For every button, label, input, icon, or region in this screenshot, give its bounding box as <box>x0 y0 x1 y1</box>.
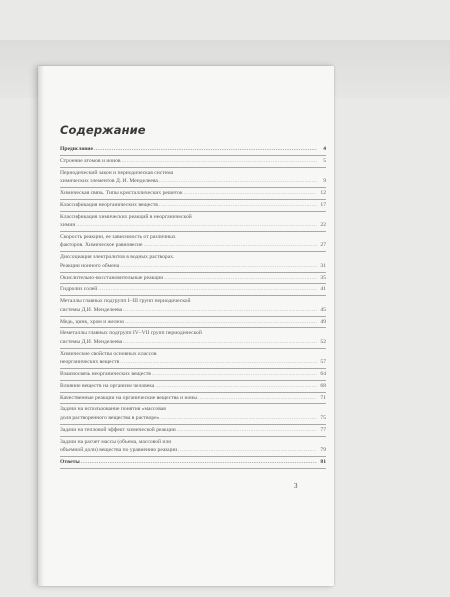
dot-leader <box>164 274 317 283</box>
toc-entry <box>60 348 326 368</box>
toc-entry-row <box>60 177 326 186</box>
toc-entry-row <box>60 414 326 423</box>
toc-entry <box>60 251 326 271</box>
toc-entry-text: Влияние веществ на организм человека <box>60 382 155 389</box>
toc-entry <box>60 283 326 295</box>
toc-entry <box>60 211 326 231</box>
dot-leader <box>152 370 317 379</box>
toc-page-number: 5 <box>323 157 326 164</box>
toc-page-number: 22 <box>320 222 326 229</box>
toc-entry-row <box>60 274 326 283</box>
dot-leader <box>123 306 317 315</box>
toc-entry-text: Классификация неорганических веществ <box>60 201 158 208</box>
toc-entry-text: Гидролиз солей <box>60 286 98 293</box>
toc-page-number: 64 <box>320 371 326 378</box>
toc-entry-row <box>60 370 326 379</box>
dot-leader <box>198 394 317 403</box>
toc-entry-text: Периодический закон и периодическая система <box>60 169 174 176</box>
toc-entry-text: факторов. Химическое равновесие <box>60 242 143 249</box>
toc-entry-text: неорганических веществ <box>60 359 120 366</box>
dot-leader <box>122 157 317 166</box>
dot-leader <box>184 189 317 198</box>
toc-entry <box>60 456 326 469</box>
toc-entry-text: Реакции ионного обмена <box>60 262 120 269</box>
toc-entry-text: доля растворенного вещества в растворе» <box>60 415 160 422</box>
dot-leader <box>160 414 317 423</box>
toc-entry-text: Диссоциация электролитов в водных растворах. <box>60 254 175 261</box>
toc-entry-row <box>60 221 326 230</box>
toc-entry-row <box>60 446 326 455</box>
toc-entry-row <box>60 201 326 210</box>
toc-page-number: 81 <box>320 458 326 465</box>
toc-page-number: 35 <box>320 274 326 281</box>
page-binding-shadow <box>38 66 44 586</box>
toc-entry-text: химии <box>60 222 76 229</box>
toc-page-number: 27 <box>320 242 326 249</box>
toc-entry <box>60 144 326 155</box>
toc-page-number: 4 <box>323 146 326 152</box>
toc-entry <box>60 424 326 436</box>
toc-page-number: 68 <box>320 382 326 389</box>
dot-leader <box>94 145 317 154</box>
toc-page-number: 71 <box>320 394 326 401</box>
toc-page-number: 75 <box>320 415 326 422</box>
toc-entry-text: Химическая связь. Типы кристаллических решеток <box>60 189 183 196</box>
toc-page-number: 77 <box>320 426 326 433</box>
toc-entry-row <box>60 145 326 154</box>
toc-entry-text: Предисловие <box>60 146 93 152</box>
dot-leader <box>178 446 317 455</box>
dot-leader <box>98 285 317 294</box>
toc-entry-text: Неметаллы главных подгрупп IV–VII групп периодической <box>60 330 202 337</box>
toc-page-number: 57 <box>320 359 326 366</box>
toc-entry-text: Окислительно-восстановительные реакции <box>60 274 164 281</box>
toc-entry-text: Скорость реакции, ее зависимость от различных <box>60 233 176 240</box>
dot-leader <box>81 458 317 467</box>
toc-entry <box>60 272 326 284</box>
toc-entry-row <box>60 285 326 294</box>
dot-leader <box>177 426 317 435</box>
toc-page-number: 41 <box>320 286 326 293</box>
toc-entry-row <box>60 241 326 250</box>
toc-page-number: 31 <box>320 262 326 269</box>
page-title: Содержание <box>60 123 146 137</box>
toc-entry <box>60 368 326 380</box>
toc-entry-text: объемной доли) вещества по уравнению реакции <box>60 447 178 454</box>
book-page <box>38 66 334 586</box>
page-number: 3 <box>294 482 298 490</box>
toc-entry-row <box>60 426 326 435</box>
toc-entry-text: Качественные реакции на органические вещества и ионы <box>60 394 197 401</box>
toc-entry <box>60 327 326 347</box>
toc-entry-text: системы Д.И. Менделеева <box>60 306 123 313</box>
toc-entry-text: Задачи на использование понятия «массовая <box>60 406 166 413</box>
toc-entry <box>60 295 326 315</box>
toc-entry-text: Классификация химических реакций в неорганической <box>60 213 192 220</box>
dot-leader <box>120 358 317 367</box>
dot-leader <box>125 318 317 327</box>
toc-entry-text: Задачи на тепловой эффект химической реакции <box>60 426 176 433</box>
toc-page-number: 49 <box>320 318 326 325</box>
toc-page-number: 9 <box>323 178 326 185</box>
toc-entry-row <box>60 338 326 347</box>
toc-page-number: 45 <box>320 306 326 313</box>
toc-entry <box>60 167 326 187</box>
toc-page-number: 12 <box>320 189 326 196</box>
toc-entry <box>60 187 326 199</box>
toc-entry-text: Ответы <box>60 458 80 465</box>
toc-entry-row <box>60 318 326 327</box>
toc-entry-row <box>60 306 326 315</box>
toc-entry-row <box>60 394 326 403</box>
toc-entry-text: Задачи на расчет массы (объема, массовой или <box>60 438 172 445</box>
toc-entry <box>60 403 326 423</box>
toc-entry-text: Металлы главных подгрупп I–III групп периодической <box>60 298 191 305</box>
toc-entry-row <box>60 358 326 367</box>
toc-page-number: 17 <box>320 201 326 208</box>
toc-entry <box>60 316 326 328</box>
toc-entry-text: химических элементов Д. И. Менделеева <box>60 178 158 185</box>
toc-entry-text: Медь, цинк, хром и железо <box>60 318 125 325</box>
toc-entry-text: Строение атомов и ионов <box>60 157 121 164</box>
dot-leader <box>144 241 317 250</box>
dot-leader <box>120 262 317 271</box>
dot-leader <box>159 201 317 210</box>
toc-entry <box>60 155 326 167</box>
dot-leader <box>76 221 317 230</box>
toc-page-number: 52 <box>320 338 326 345</box>
toc-entry-row <box>60 157 326 166</box>
toc-entry-text: Взаимосвязь неорганических веществ <box>60 371 151 378</box>
table-of-contents <box>60 144 326 469</box>
dot-leader <box>155 382 317 391</box>
toc-entry-text: системы Д.И. Менделеева <box>60 338 123 345</box>
dot-leader <box>159 177 317 186</box>
toc-entry-row <box>60 458 326 467</box>
toc-entry <box>60 231 326 251</box>
toc-entry-text: Химические свойства основных классов <box>60 350 157 357</box>
toc-entry <box>60 392 326 404</box>
dot-leader <box>123 338 317 347</box>
toc-page-number: 79 <box>320 447 326 454</box>
toc-entry-row <box>60 189 326 198</box>
toc-entry-row <box>60 382 326 391</box>
toc-entry <box>60 380 326 392</box>
toc-entry <box>60 436 326 456</box>
toc-entry-row <box>60 262 326 271</box>
toc-entry <box>60 199 326 211</box>
